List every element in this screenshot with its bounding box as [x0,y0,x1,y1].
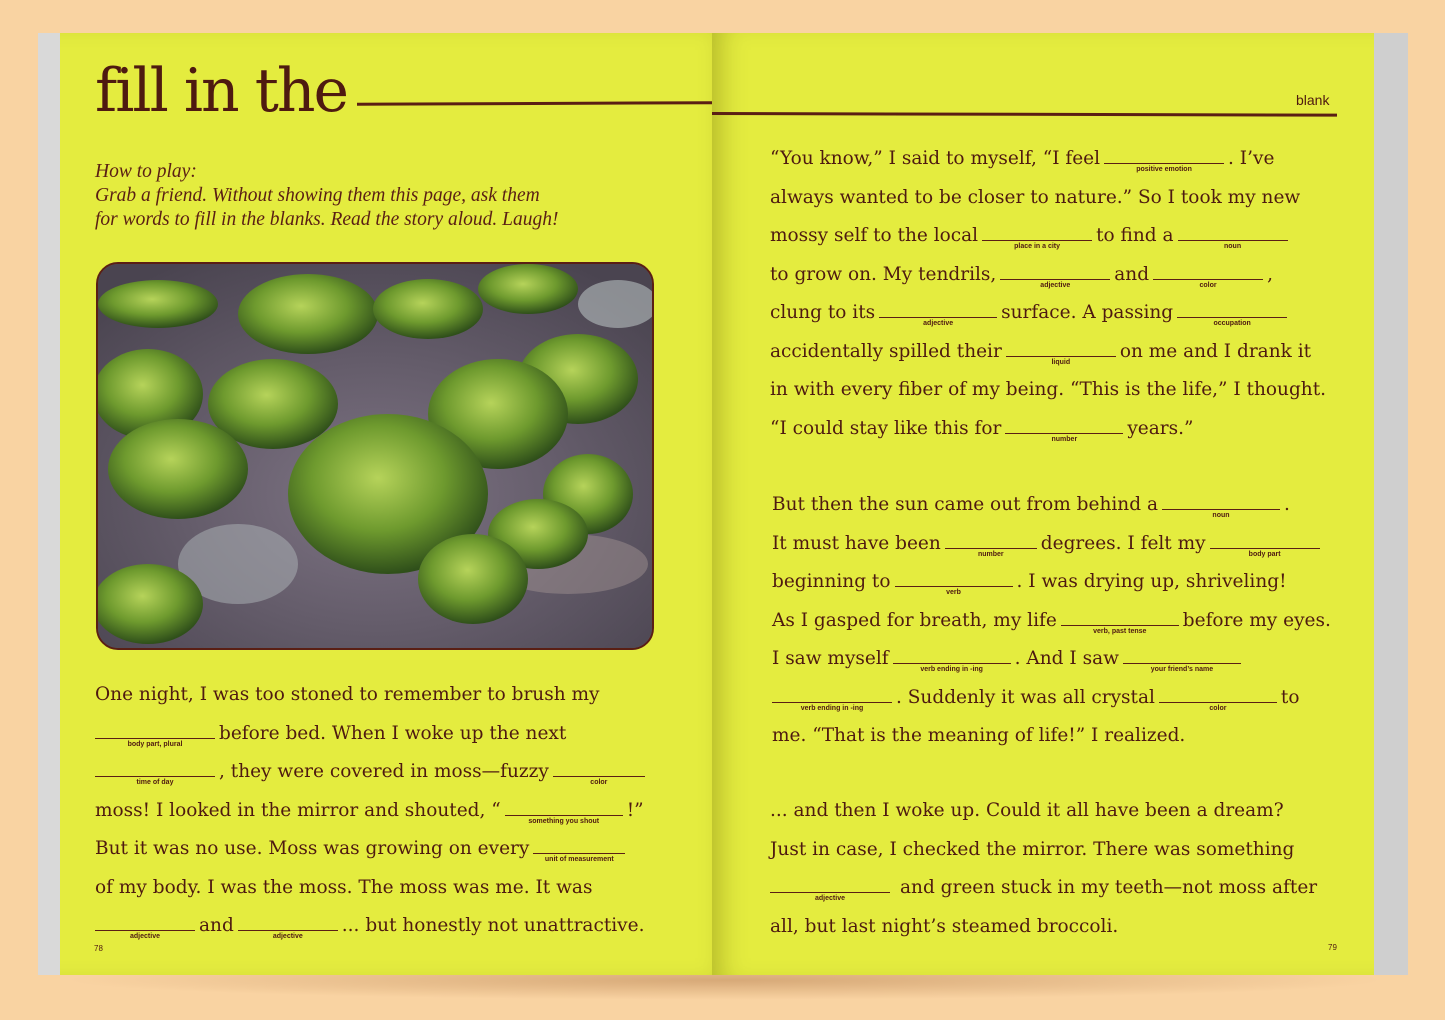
blank-hint: something you shout [528,817,600,825]
story-text: before my eyes. [1182,609,1331,631]
story-text: It must have been [772,532,941,554]
blank-hint: color [1209,704,1227,712]
story-text: ... and then I woke up. Could it all have been a dream? [770,800,1284,821]
story-text: surface. A passing [1001,302,1174,323]
story-text: mossy self to the local [770,225,979,246]
story-text: to [1280,686,1300,708]
blank-field[interactable] [95,718,215,748]
page-number-right: 79 [1328,943,1337,952]
blank-field[interactable] [772,682,892,712]
blank-hint: number [1051,435,1078,443]
blank-hint: adjective [815,895,845,902]
blank-hint: color [1199,281,1217,289]
story-text: and [199,915,234,936]
page-title: fill in the [95,56,348,126]
story-text: degrees. I felt my [1040,532,1206,554]
story-text: I saw myself [772,648,889,669]
blank-field[interactable] [1006,336,1116,366]
blank-field[interactable] [553,756,645,786]
moss-photo [96,262,654,650]
story-text: . I’ve [1228,148,1275,169]
blank-field[interactable] [1104,143,1224,173]
blank-field[interactable] [893,643,1011,673]
title-end-word: blank [1296,92,1330,108]
story-text: . I was drying up, shriveling! [1016,571,1287,592]
right-story-paragraph-2 [772,486,1352,756]
instructions [95,160,565,232]
story-text: and green stuck in my teeth—not moss after [900,877,1318,898]
story-text: accidentally spilled their [770,340,1002,362]
blank-field[interactable] [895,566,1013,596]
story-text: Just in case, I checked the mirror. There was something [770,838,1295,860]
story-text: , they were covered in moss—fuzzy [219,761,549,782]
blank-field[interactable] [1162,489,1280,519]
blank-hint: noun [1224,243,1242,250]
story-text: “You know,” I said to myself, “I feel [770,148,1101,169]
blank-hint: liquid [1051,358,1071,366]
story-text: !” [626,799,644,821]
blank-hint: occupation [1213,320,1251,327]
blank-field[interactable] [982,220,1092,250]
blank-hint: adjective [1040,281,1071,289]
blank-field[interactable] [770,872,890,902]
story-text: in with every fiber of my being. “This is the life,” I thought. [770,379,1327,400]
blank-hint: body part [1248,550,1281,558]
instructions-heading: How to play: [95,161,197,182]
blank-hint: number [977,550,1004,558]
blank-hint: verb ending in -ing [920,666,983,673]
story-text: before bed. When I woke up the next [219,722,567,744]
blank-field[interactable] [1153,259,1263,289]
page-number-left: 78 [94,944,103,953]
story-text: One night, I was too stoned to remember to brush my [95,684,600,705]
blank-hint: place in a city [1014,243,1061,250]
blank-field[interactable] [1177,297,1287,327]
blank-field[interactable] [1123,643,1241,673]
story-text: ... but honestly not unattractive. [341,915,645,936]
blank-hint: unit of measurement [544,856,614,863]
blank-hint: body part, plural [127,740,183,748]
story-text: all, but last night’s steamed broccoli. [770,915,1119,937]
right-story-paragraph-1 [770,140,1350,448]
blank-hint: color [590,779,608,786]
story-text: beginning to [772,571,891,592]
story-text: But it was no use. Moss was growing on every [95,838,530,859]
blank-field[interactable] [1159,682,1277,712]
story-text: and [1114,263,1150,285]
story-text: moss! I looked in the mirror and shouted, “ [95,799,501,821]
story-text: . [1283,494,1290,515]
blank-field[interactable] [505,795,623,825]
story-text: . And I saw [1014,648,1119,669]
story-text: , [1267,263,1273,285]
instructions-line: for words to fill in the blanks. Read the story aloud. Laugh! [95,209,559,230]
blank-field[interactable] [95,910,195,940]
blank-hint: positive emotion [1136,166,1192,173]
blank-hint: verb ending in -ing [800,704,864,712]
blank-hint: verb [946,589,961,596]
blank-field[interactable] [1061,605,1179,635]
blank-hint: time of day [136,779,174,786]
story-text: “I could stay like this for [770,417,1002,439]
story-text: of my body. I was the moss. The moss was me. It was [95,876,593,898]
blank-field[interactable] [945,528,1037,558]
blank-hint: adjective [923,320,954,327]
blank-hint: adjective [272,933,303,940]
story-text: years.” [1127,417,1194,439]
left-story [95,676,655,946]
story-text: to grow on. My tendrils, [770,263,997,285]
story-text: on me and I drank it [1119,340,1312,362]
story-text: me. “That is the meaning of life!” I realized. [772,725,1186,746]
blank-field[interactable] [879,297,997,327]
story-text: . Suddenly it was all crystal [896,686,1155,708]
blank-field[interactable] [1210,528,1320,558]
blank-hint: verb, past tense [1093,627,1147,635]
story-text: always wanted to be closer to nature.” So I took my new [770,186,1301,208]
right-story-paragraph-3 [770,792,1350,946]
story-text: clung to its [770,302,876,323]
story-text: But then the sun came out from behind a [772,494,1158,515]
story-text: to find a [1096,225,1174,246]
story-text: As I gasped for breath, my life [772,609,1057,631]
blank-field[interactable] [1005,413,1123,443]
blank-hint: noun [1212,512,1230,519]
blank-field[interactable] [95,756,215,786]
blank-hint: your friend’s name [1150,666,1214,673]
blank-field[interactable] [1000,259,1110,289]
blank-field[interactable] [238,910,338,940]
blank-hint: adjective [130,933,160,940]
blank-field[interactable] [533,833,625,863]
instructions-line: Grab a friend. Without showing them this page, ask them [95,185,540,206]
blank-field[interactable] [1178,220,1288,250]
